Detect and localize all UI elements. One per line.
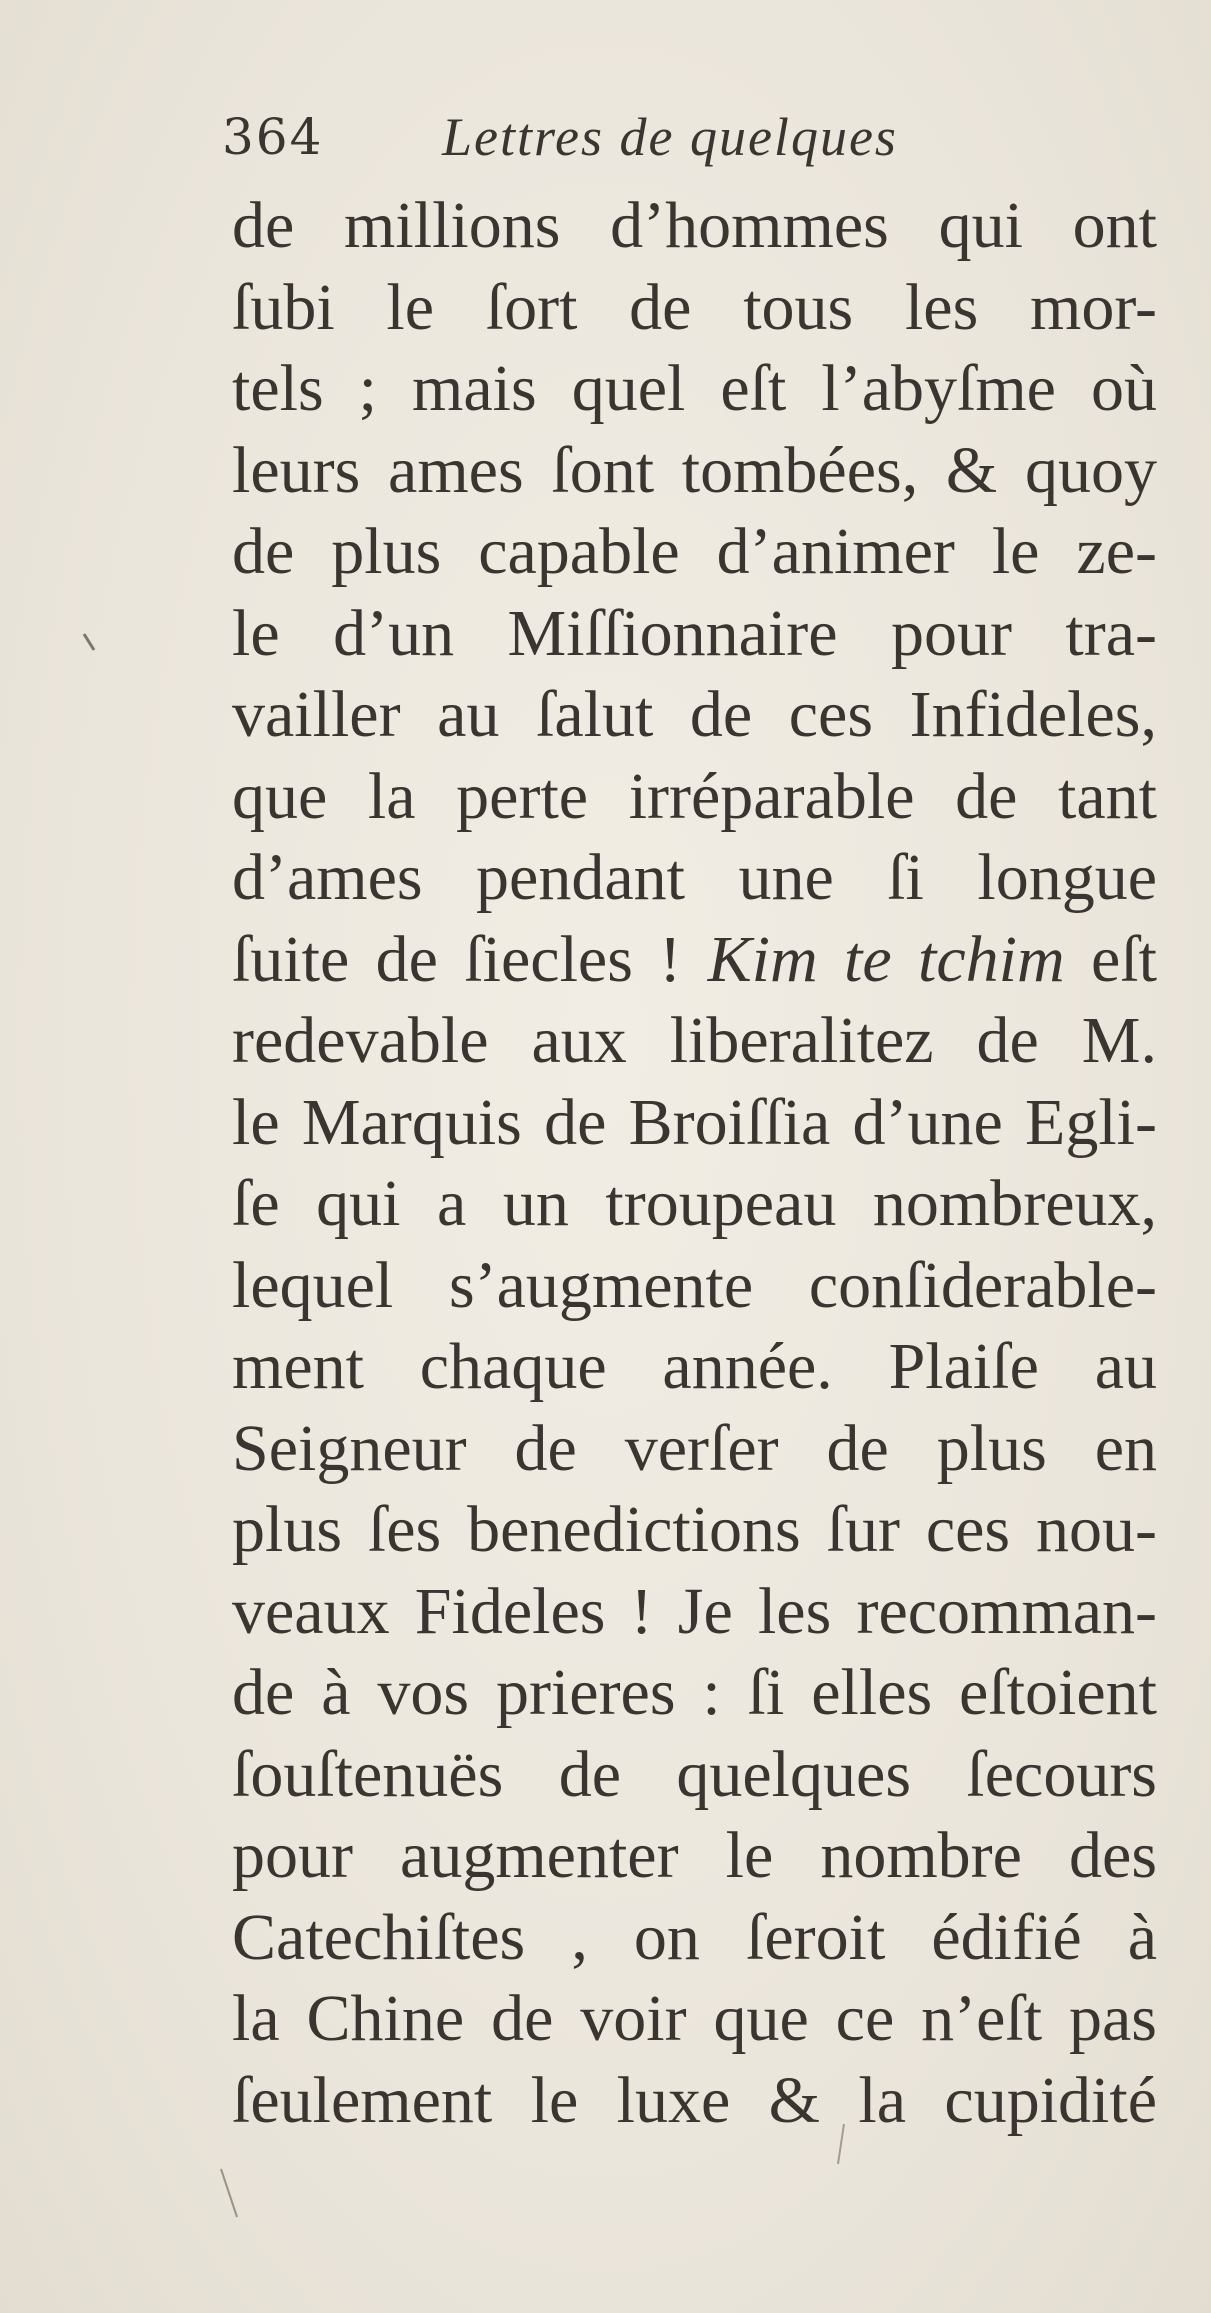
text-line: lequel s’augmente conſiderable-	[232, 1248, 1157, 1322]
text-line: Catechiſtes , on ſeroit édifié à	[232, 1900, 1157, 1974]
text-line: que la perte irréparable de tant	[232, 759, 1157, 833]
text-line: veaux Fideles ! Je les recomman-	[232, 1574, 1157, 1648]
text-line: plus ſes benedictions ſur ces nou-	[232, 1493, 1157, 1566]
margin-speck	[80, 630, 100, 656]
text-line: la Chine de voir que ce n’eſt pas	[232, 1982, 1157, 2055]
text-line: vailler au ſalut de ces Infideles,	[232, 678, 1157, 751]
text-line: le d’un Miſſionnaire pour tra-	[232, 596, 1157, 670]
text-line: de millions d’hommes qui ont	[232, 189, 1157, 262]
margin-speck	[830, 2120, 850, 2170]
text-line: redevable aux liberalitez de M.	[232, 1004, 1157, 1077]
text-line: ſubi le ſort de tous les mor-	[232, 270, 1157, 344]
text-line: de plus capable d’animer le ze-	[232, 515, 1157, 588]
text-line: ſouſtenuës de quelques ſecours	[232, 1737, 1157, 1811]
text-line: tels ; mais quel eſt l’abyſme où	[232, 352, 1157, 425]
italic-name: Kim te tchim	[707, 922, 1065, 996]
body-text	[232, 185, 1157, 2141]
text-line: Seigneur de verſer de plus en	[232, 1411, 1157, 1485]
text-line: d’ames pendant une ſi longue	[232, 841, 1157, 914]
text-line: ſeulement le luxe & la cupidité	[232, 2063, 1157, 2137]
text-line: le Marquis de Broiſſia d’une Egli-	[232, 1085, 1157, 1159]
text-line	[232, 919, 1157, 1001]
running-title: Lettres de quelques	[442, 107, 898, 167]
page-number: 364	[222, 108, 324, 166]
text-line: pour augmenter le nombre des	[232, 1819, 1157, 1892]
text-line: de à vos prieres : ſi elles eſtoient	[232, 1656, 1157, 1729]
text-segment: eſt	[1064, 922, 1158, 996]
text-segment: ſuite de ſiecles !	[232, 922, 708, 996]
text-line: ment chaque année. Plaiſe au	[232, 1330, 1157, 1403]
text-line: ſe qui a un troupeau nombreux,	[232, 1167, 1157, 1240]
margin-speck	[215, 2165, 245, 2225]
text-line: leurs ames ſont tombées, & quoy	[232, 433, 1157, 507]
